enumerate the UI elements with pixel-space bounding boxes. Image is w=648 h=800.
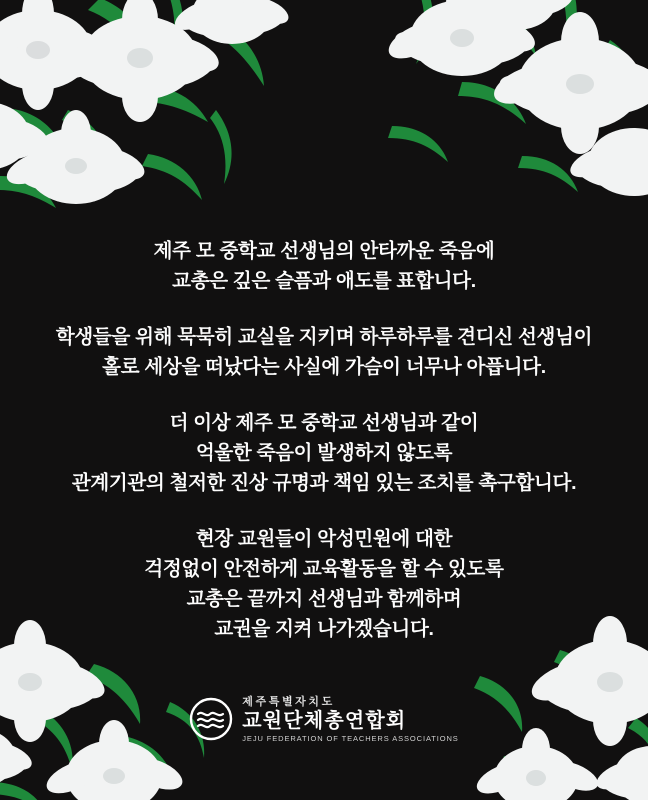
memorial-message (0, 236, 648, 644)
message-paragraph-4 (0, 524, 648, 644)
logo-region-name: 제주특별자치도 (242, 695, 335, 708)
message-line: 억울한 죽음이 발생하지 않도록 (195, 442, 453, 464)
message-line: 교총은 깊은 슬픔과 애도를 표합니다. (172, 270, 476, 292)
message-line: 걱정없이 안전하게 교육활동을 할 수 있도록 (144, 558, 504, 580)
message-line: 더 이상 제주 모 중학교 선생님과 같이 (169, 412, 479, 434)
message-paragraph-1 (0, 236, 648, 296)
organization-logo (0, 697, 648, 743)
chrysanthemum-cluster-top-left-icon (0, 0, 310, 240)
message-paragraph-3 (0, 408, 648, 498)
message-line: 학생들을 위해 묵묵히 교실을 지키며 하루하루를 견디신 선생님이 (55, 326, 593, 348)
message-line: 홀로 세상을 떠났다는 사실에 가슴이 너무나 아픕니다. (102, 356, 546, 378)
message-paragraph-2 (0, 322, 648, 382)
message-line: 현장 교원들이 악성민원에 대한 (195, 528, 453, 550)
wave-emblem-icon (189, 697, 233, 741)
message-line: 교권을 지켜 나가겠습니다. (214, 618, 434, 640)
logo-org-name-english: JEJU FEDERATION OF TEACHERS ASSOCIATIONS (242, 733, 459, 743)
logo-text-block (242, 697, 458, 743)
logo-org-name: 교원단체총연합회 (242, 709, 407, 732)
chrysanthemum-cluster-top-right-icon (366, 0, 648, 236)
message-line: 제주 모 중학교 선생님의 안타까운 죽음에 (153, 240, 495, 262)
message-line: 관계기관의 철저한 진상 규명과 책임 있는 조치를 촉구합니다. (71, 472, 577, 494)
message-line: 교총은 끝까지 선생님과 함께하며 (186, 588, 462, 610)
